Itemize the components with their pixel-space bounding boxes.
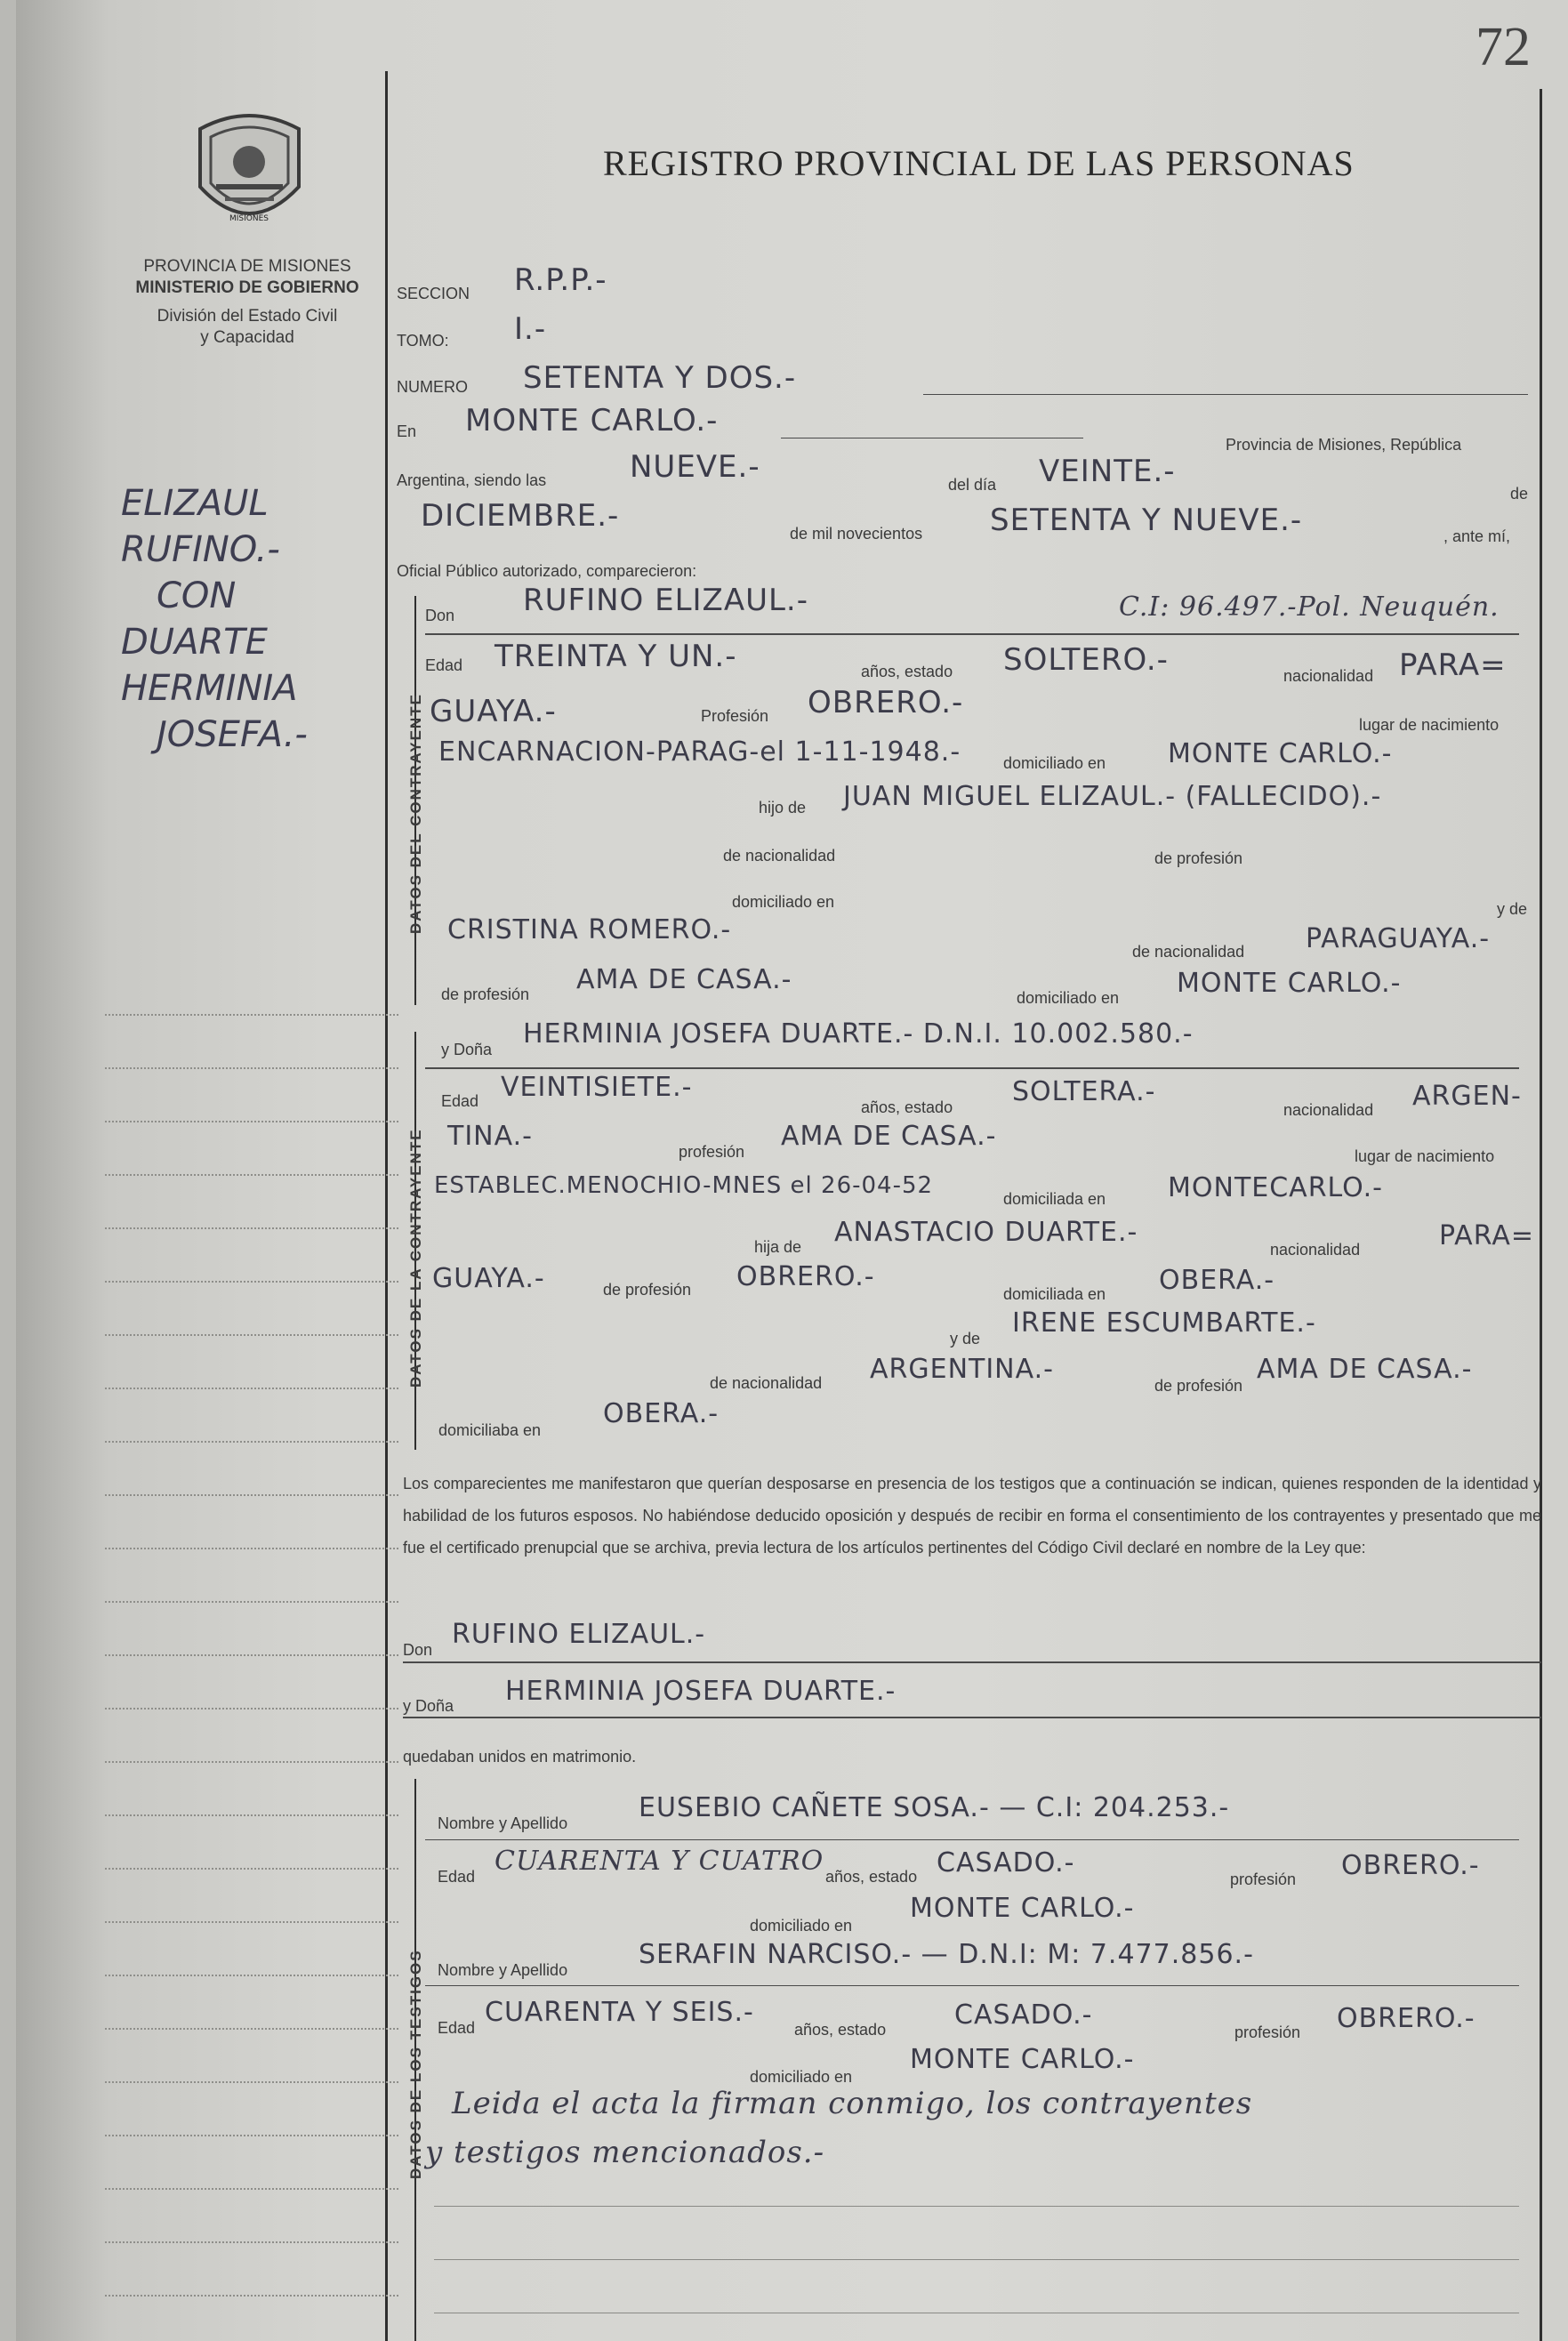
rule bbox=[425, 1985, 1519, 1986]
label-anios-estado-3: años, estado bbox=[825, 1868, 918, 1886]
label-edad: Edad bbox=[425, 656, 463, 674]
label-del-dia: del día bbox=[948, 476, 997, 494]
contrayente-profesion: OBRERO.- bbox=[808, 685, 964, 720]
label-profesion-4: profesión bbox=[1234, 2023, 1301, 2041]
org-division: División del Estado Civil bbox=[157, 307, 338, 326]
contrayenta-nombre: HERMINIA JOSEFA DUARTE.- D.N.I. 10.002.580.- bbox=[523, 1018, 1194, 1050]
margin-line: JOSEFA.- bbox=[157, 714, 308, 755]
label-oficial: Oficial Público autorizado, comparecieron: bbox=[397, 562, 697, 580]
label-domiciliada: domiciliada en bbox=[1003, 1190, 1106, 1208]
label-de-nacionalidad-4: de nacionalidad bbox=[710, 1374, 823, 1392]
label-anios-estado-2: años, estado bbox=[861, 1098, 953, 1116]
label-domiciliada-2: domiciliada en bbox=[1003, 1285, 1106, 1303]
label-nombre-apellido-2: Nombre y Apellido bbox=[438, 1961, 568, 1979]
label-lugar-nacimiento: lugar de nacimiento bbox=[1359, 716, 1500, 734]
contrayente-nacionalidad-1: PARA= bbox=[1399, 648, 1507, 683]
label-en: En bbox=[397, 422, 417, 440]
cierre-line-2: y testigos mencionados.- bbox=[425, 2135, 825, 2170]
label-de-mil: de mil novecientos bbox=[790, 525, 923, 543]
label-edad-2: Edad bbox=[441, 1092, 479, 1110]
provincial-seal-icon bbox=[189, 107, 310, 236]
rule bbox=[403, 1661, 1541, 1663]
contrayenta-edad: VEINTISIETE.- bbox=[501, 1072, 693, 1103]
testigo2-nombre: SERAFIN NARCISO.- — D.N.I: M: 7.477.856.- bbox=[639, 1939, 1254, 1970]
label-edad-3: Edad bbox=[438, 1868, 476, 1886]
contrayenta-madre: IRENE ESCUMBARTE.- bbox=[1012, 1307, 1316, 1339]
testigo2-domicilio: MONTE CARLO.- bbox=[910, 2044, 1135, 2075]
label-domiciliado-2: domiciliado en bbox=[732, 893, 835, 911]
contrayenta-profesion: AMA DE CASA.- bbox=[781, 1121, 997, 1152]
side-label-contrayenta: DATOS DE LA CONTRAYENTE bbox=[407, 1128, 424, 1388]
contrayenta-lugar-nacimiento: ESTABLEC.MENOCHIO-MNES el 26-04-52 bbox=[434, 1172, 934, 1199]
contrayenta-padre-profesion: OBRERO.- bbox=[736, 1261, 875, 1292]
label-hijo-de: hijo de bbox=[759, 799, 807, 817]
contrayenta-madre-nacionalidad: ARGENTINA.- bbox=[870, 1354, 1054, 1385]
contrayenta-domicilio: MONTECARLO.- bbox=[1168, 1172, 1383, 1203]
contrayente-domicilio: MONTE CARLO.- bbox=[1168, 738, 1393, 769]
label-tomo: TOMO: bbox=[397, 332, 449, 350]
seccion-value: R.P.P.- bbox=[514, 262, 607, 298]
label-de-profesion-2: de profesión bbox=[441, 985, 530, 1003]
label-profesion-3: profesión bbox=[1230, 1870, 1297, 1888]
rule bbox=[425, 633, 1519, 635]
cierre-line-1: Leida el acta la firman conmigo, los contrayentes bbox=[452, 2086, 1253, 2121]
page-title: REGISTRO PROVINCIAL DE LAS PERSONAS bbox=[603, 143, 1355, 183]
label-domiciliado-4: domiciliado en bbox=[750, 1917, 853, 1935]
label-domiciliaba: domiciliaba en bbox=[438, 1421, 542, 1439]
contrayente-padre: JUAN MIGUEL ELIZAUL.- (FALLECIDO).- bbox=[843, 781, 1382, 812]
mes-value: DICIEMBRE.- bbox=[421, 498, 620, 534]
label-hija-de: hija de bbox=[754, 1238, 802, 1256]
label-don: Don bbox=[425, 607, 455, 624]
margin-line: HERMINIA bbox=[121, 668, 298, 709]
contrayenta-padre: ANASTACIO DUARTE.- bbox=[834, 1217, 1138, 1248]
testigo2-profesion: OBRERO.- bbox=[1337, 2003, 1476, 2034]
union-don: RUFINO ELIZAUL.- bbox=[452, 1619, 706, 1650]
binding-line bbox=[385, 71, 388, 2341]
org-ministry: MINISTERIO DE GOBIERNO bbox=[135, 278, 359, 297]
contrayenta-padre-domicilio: OBERA.- bbox=[1159, 1265, 1275, 1296]
label-profesion: Profesión bbox=[701, 707, 769, 725]
label-anios-estado-4: años, estado bbox=[794, 2021, 887, 2039]
union-dona: HERMINIA JOSEFA DUARTE.- bbox=[505, 1676, 897, 1707]
rule bbox=[434, 2206, 1519, 2207]
seal-text: MISIONES bbox=[229, 214, 269, 223]
contrayenta-estado: SOLTERA.- bbox=[1012, 1076, 1156, 1107]
anio-value: SETENTA Y NUEVE.- bbox=[990, 503, 1303, 538]
testigo1-edad: CUARENTA Y CUATRO bbox=[495, 1846, 824, 1877]
label-y-de: y de bbox=[1497, 900, 1528, 918]
contrayenta-madre-domicilio: OBERA.- bbox=[603, 1398, 720, 1429]
contrayente-madre-domicilio: MONTE CARLO.- bbox=[1177, 968, 1402, 999]
side-label-testigos: DATOS DE LOS TESTIGOS bbox=[407, 1949, 424, 2179]
label-numero: NUMERO bbox=[397, 378, 468, 396]
label-argentina: Argentina, siendo las bbox=[397, 471, 547, 489]
label-lugar-nacimiento-2: lugar de nacimiento bbox=[1355, 1147, 1495, 1165]
lugar-value: MONTE CARLO.- bbox=[465, 403, 719, 438]
contrayente-nacionalidad-2: GUAYA.- bbox=[430, 694, 557, 729]
register-page bbox=[16, 0, 1568, 2341]
label-domiciliado: domiciliado en bbox=[1003, 754, 1106, 772]
contrayente-madre-nacionalidad: PARAGUAYA.- bbox=[1306, 923, 1491, 954]
label-provincia: Provincia de Misiones, República bbox=[1226, 436, 1462, 454]
margin-line: RUFINO.- bbox=[121, 529, 280, 570]
contrayenta-padre-nacionalidad-1: PARA= bbox=[1439, 1220, 1534, 1251]
contrayente-lugar-nacimiento: ENCARNACION-PARAG-el 1-11-1948.- bbox=[438, 736, 961, 768]
margin-line: CON bbox=[157, 575, 237, 616]
label-y-dona: y Doña bbox=[441, 1041, 493, 1058]
margin-line: DUARTE bbox=[121, 622, 268, 663]
testigo2-edad: CUARENTA Y SEIS.- bbox=[485, 1997, 754, 2028]
contrayente-estado: SOLTERO.- bbox=[1003, 642, 1169, 678]
declaracion-text: Los comparecientes me manifestaron que querían desposarse en presencia de los testigos que a continuación se indican, quienes responden de la identidad y habilidad de los futuros esposos. No habiéndose deducido oposición y después de recibir en forma el consentimiento de los contrayentes y presentado que me fue el certificado prenupcial que se archiva, previa lectura de los artículos pertinentes del Código Civil declaré en nombre de la Ley que: bbox=[403, 1475, 1541, 1557]
label-anios-estado: años, estado bbox=[861, 663, 953, 680]
hora-value: NUEVE.- bbox=[630, 449, 760, 485]
contrayenta-madre-profesion: AMA DE CASA.- bbox=[1257, 1354, 1473, 1385]
org-province: PROVINCIA DE MISIONES bbox=[143, 257, 351, 276]
testigo1-profesion: OBRERO.- bbox=[1341, 1850, 1480, 1881]
contrayenta-padre-nacionalidad-2: GUAYA.- bbox=[432, 1263, 545, 1294]
label-y-de-2: y de bbox=[950, 1330, 981, 1347]
organization-block bbox=[105, 256, 390, 349]
contrayente-edad: TREINTA Y UN.- bbox=[495, 639, 737, 674]
dia-value: VEINTE.- bbox=[1039, 454, 1176, 489]
label-seccion: SECCION bbox=[397, 285, 470, 302]
margin-line: ELIZAUL bbox=[121, 483, 269, 524]
margin-note bbox=[121, 480, 406, 758]
org-capacity: y Capacidad bbox=[200, 328, 294, 347]
label-nacionalidad: nacionalidad bbox=[1283, 667, 1374, 685]
contrayente-nombre: RUFINO ELIZAUL.- bbox=[523, 583, 809, 618]
tomo-value: I.- bbox=[514, 311, 547, 347]
label-de-profesion-3: de profesión bbox=[603, 1281, 692, 1299]
label-nombre-apellido: Nombre y Apellido bbox=[438, 1814, 568, 1832]
label-domiciliado-3: domiciliado en bbox=[1017, 989, 1120, 1007]
testigo1-nombre: EUSEBIO CAÑETE SOSA.- — C.I: 204.253.- bbox=[639, 1792, 1230, 1823]
contrayenta-nacionalidad-2: TINA.- bbox=[447, 1121, 533, 1152]
contrayenta-nacionalidad-1: ARGEN- bbox=[1412, 1081, 1522, 1112]
contrayente-madre: CRISTINA ROMERO.- bbox=[447, 914, 732, 945]
label-domiciliado-5: domiciliado en bbox=[750, 2068, 853, 2086]
right-border bbox=[1540, 89, 1542, 2341]
label-y-dona-2: y Doña bbox=[403, 1697, 454, 1715]
page-number: 72 bbox=[1476, 17, 1531, 77]
rule bbox=[425, 1839, 1519, 1840]
label-quedaban: quedaban unidos en matrimonio. bbox=[403, 1748, 637, 1766]
label-de-nacionalidad: de nacionalidad bbox=[723, 847, 836, 865]
rule bbox=[434, 2259, 1519, 2260]
contrayente-madre-profesion: AMA DE CASA.- bbox=[576, 964, 792, 995]
rule bbox=[425, 1067, 1519, 1069]
label-nacionalidad-2: nacionalidad bbox=[1283, 1101, 1374, 1119]
testigo1-estado: CASADO.- bbox=[937, 1847, 1075, 1878]
label-edad-4: Edad bbox=[438, 2019, 476, 2037]
numero-value: SETENTA Y DOS.- bbox=[523, 360, 797, 396]
rule bbox=[923, 394, 1528, 395]
testigo1-domicilio: MONTE CARLO.- bbox=[910, 1893, 1135, 1924]
label-don-2: Don bbox=[403, 1641, 433, 1659]
label-de-profesion-4: de profesión bbox=[1154, 1377, 1243, 1395]
label-ante-mi: , ante mí, bbox=[1443, 527, 1511, 545]
testigo2-estado: CASADO.- bbox=[954, 1999, 1093, 2031]
side-label-contrayente: DATOS DEL CONTRAYENTE bbox=[407, 693, 424, 934]
label-de-nacionalidad-3: nacionalidad bbox=[1270, 1241, 1361, 1259]
label-de-nacionalidad-2: de nacionalidad bbox=[1132, 943, 1245, 961]
label-profesion-2: profesión bbox=[679, 1143, 745, 1161]
rule bbox=[403, 1717, 1541, 1718]
contrayente-ci: C.I: 96.497.-Pol. Neuquén. bbox=[1119, 591, 1500, 623]
label-de-profesion: de profesión bbox=[1154, 849, 1243, 867]
label-de: de bbox=[1510, 485, 1529, 503]
